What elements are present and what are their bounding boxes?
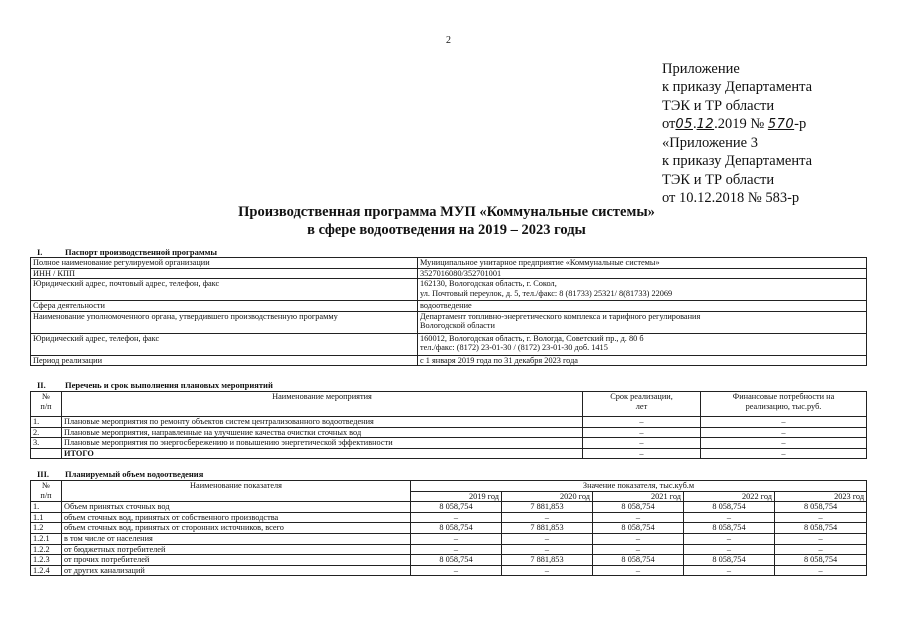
- passport-value: [418, 333, 867, 355]
- row-value: –: [593, 565, 684, 576]
- table-row: [31, 512, 867, 523]
- handwritten-number: 570: [767, 116, 795, 132]
- appendix-block: [662, 60, 812, 207]
- table-header-row: [31, 481, 867, 492]
- row-value: –: [502, 512, 593, 523]
- row-name: объем сточных вод, принятых от собственного производства: [62, 512, 411, 523]
- row-term: –: [583, 427, 701, 438]
- passport-value: [418, 279, 867, 301]
- col-header-finance: Финансовые потребности на реализацию, тыс.руб.: [701, 392, 867, 417]
- table-row: [31, 523, 867, 534]
- passport-table: [30, 257, 867, 366]
- col-header-name: Наименование мероприятия: [62, 392, 583, 417]
- row-finance: –: [701, 438, 867, 449]
- section-number: III.: [37, 469, 50, 479]
- value-line: 160012, Вологодская область, г. Вологда, Советский пр., д. 80 б: [420, 333, 644, 343]
- title-line-2: в сфере водоотведения на 2019 – 2023 годы: [307, 222, 586, 238]
- row-value: –: [593, 544, 684, 555]
- row-term: –: [583, 438, 701, 449]
- row-value: 8 058,754: [593, 523, 684, 534]
- row-value: –: [775, 512, 867, 523]
- row-value: 8 058,754: [411, 555, 502, 566]
- section-title: Паспорт производственной программы: [65, 247, 218, 257]
- handwritten-month: 12: [696, 116, 715, 132]
- row-value: –: [411, 544, 502, 555]
- table-row: [31, 268, 867, 279]
- passport-label: Юридический адрес, телефон, факс: [31, 333, 418, 355]
- value-line: Департамент топливно-энергетического комплекса и тарифного регулирования: [420, 311, 701, 321]
- title-line-1: Производственная программа МУП «Коммунальные системы»: [238, 204, 655, 220]
- table-total-row: [31, 448, 867, 459]
- row-num: 1.: [31, 417, 62, 428]
- col-header-num: № п/п: [31, 392, 62, 417]
- row-num: 1.2.4: [31, 565, 62, 576]
- row-finance: –: [701, 448, 867, 459]
- row-value: 8 058,754: [684, 523, 775, 534]
- row-value: –: [593, 512, 684, 523]
- appendix-line: «Приложение 3: [662, 135, 758, 152]
- table-row: [31, 417, 867, 428]
- row-name: от прочих потребителей: [62, 555, 411, 566]
- value-line: ул. Почтовый переулок, д. 5, тел./факс: 8 (81733) 25321/ 8(81733) 22069: [420, 288, 673, 298]
- table-header-row: [31, 392, 867, 417]
- row-value: –: [411, 533, 502, 544]
- col-header-year: 2023 год: [775, 491, 867, 502]
- row-num: 1.2.1: [31, 533, 62, 544]
- passport-label: ИНН / КПП: [31, 268, 418, 279]
- table-row: [31, 279, 867, 301]
- section-3-heading: [37, 469, 203, 479]
- row-value: 8 058,754: [411, 523, 502, 534]
- row-name: Плановые мероприятия по энергосбережению и повышению энергетической эффективности: [62, 438, 583, 449]
- order-suffix: -р: [794, 115, 807, 132]
- row-value: –: [775, 533, 867, 544]
- row-num: 1.: [31, 502, 62, 513]
- passport-value: Муниципальное унитарное предприятие «Коммунальные системы»: [418, 258, 867, 269]
- row-num: 1.2: [31, 523, 62, 534]
- value-line: тел./факс: (8172) 23-01-30 / (8172) 23-01-30 доб. 1415: [420, 343, 608, 353]
- order-year: .2019 №: [714, 115, 765, 132]
- row-num: 3.: [31, 438, 62, 449]
- table-row: [31, 533, 867, 544]
- passport-label: Полное наименование регулируемой организации: [31, 258, 418, 269]
- table-row: [31, 258, 867, 269]
- appendix-order-line: [662, 115, 812, 134]
- table-row: [31, 565, 867, 576]
- row-num: 1.2.3: [31, 555, 62, 566]
- table-row: [31, 555, 867, 566]
- row-value: 8 058,754: [684, 502, 775, 513]
- page-number: 2: [446, 35, 451, 46]
- order-prefix: от: [662, 115, 676, 132]
- row-num: [31, 448, 62, 459]
- row-value: 8 058,754: [593, 555, 684, 566]
- row-value: –: [502, 565, 593, 576]
- row-name: объем сточных вод, принятых от сторонних источников, всего: [62, 523, 411, 534]
- table-row: [31, 438, 867, 449]
- row-num: 1.1: [31, 512, 62, 523]
- appendix-line: ТЭК и ТР области: [662, 97, 775, 114]
- row-value: 7 881,853: [502, 523, 593, 534]
- col-header-year: 2019 год: [411, 491, 502, 502]
- row-value: 8 058,754: [593, 502, 684, 513]
- row-value: –: [684, 544, 775, 555]
- row-name: от бюджетных потребителей: [62, 544, 411, 555]
- table-row: [31, 502, 867, 513]
- table-row: [31, 301, 867, 312]
- appendix-line: к приказу Департамента: [662, 79, 813, 96]
- row-value: –: [502, 544, 593, 555]
- row-value: 8 058,754: [775, 523, 867, 534]
- row-value: –: [775, 565, 867, 576]
- row-finance: –: [701, 417, 867, 428]
- appendix-line: ТЭК и ТР области: [662, 171, 775, 188]
- row-value: 7 881,853: [502, 555, 593, 566]
- table-row: [31, 427, 867, 438]
- value-line: 162130, Вологодская область, г. Сокол,: [420, 279, 557, 289]
- passport-value: 3527016080/352701001: [418, 268, 867, 279]
- passport-value: с 1 января 2019 года по 31 декабря 2023 года: [418, 355, 867, 366]
- row-name: в том числе от населения: [62, 533, 411, 544]
- col-header-num: № п/п: [31, 481, 62, 502]
- passport-label: Сфера деятельности: [31, 301, 418, 312]
- row-finance: –: [701, 427, 867, 438]
- row-name: ИТОГО: [62, 448, 583, 459]
- row-value: –: [502, 533, 593, 544]
- section-1-heading: [37, 247, 217, 257]
- row-num: 1.2.2: [31, 544, 62, 555]
- table-row: [31, 544, 867, 555]
- row-value: –: [593, 533, 684, 544]
- row-name: от других канализаций: [62, 565, 411, 576]
- table-row: [31, 333, 867, 355]
- row-value: –: [684, 512, 775, 523]
- passport-label: Юридический адрес, почтовый адрес, телефон, факс: [31, 279, 418, 301]
- row-value: 7 881,853: [502, 502, 593, 513]
- row-value: 8 058,754: [684, 555, 775, 566]
- value-line: Вологодской области: [420, 321, 495, 331]
- passport-value: [418, 311, 867, 333]
- section-number: I.: [37, 247, 43, 257]
- section-title: Планируемый объем водоотведения: [65, 469, 204, 479]
- col-header-year: 2022 год: [684, 491, 775, 502]
- col-header-name: Наименование показателя: [62, 481, 411, 502]
- appendix-line: Приложение: [662, 61, 740, 77]
- row-term: –: [583, 448, 701, 459]
- row-value: –: [684, 533, 775, 544]
- measures-table: [30, 391, 867, 459]
- row-num: 2.: [31, 427, 62, 438]
- row-value: 8 058,754: [411, 502, 502, 513]
- order-dot: .: [692, 115, 697, 132]
- passport-label: Наименование уполномоченного органа, утвердившего производственную программу: [31, 311, 418, 333]
- row-name: Объем принятых сточных вод: [62, 502, 411, 513]
- table-row: [31, 311, 867, 333]
- row-value: –: [775, 544, 867, 555]
- table-row: [31, 355, 867, 366]
- appendix-line: к приказу Департамента: [662, 153, 813, 170]
- section-number: II.: [37, 380, 46, 390]
- section-2-heading: [37, 380, 273, 390]
- volume-table: [30, 480, 867, 576]
- row-value: 8 058,754: [775, 502, 867, 513]
- row-value: 8 058,754: [775, 555, 867, 566]
- row-value: –: [411, 565, 502, 576]
- col-header-year: 2021 год: [593, 491, 684, 502]
- col-header-value: Значение показателя, тыс.куб.м: [411, 481, 867, 492]
- handwritten-day: 05: [675, 116, 693, 132]
- document-title: [0, 203, 905, 239]
- row-term: –: [583, 417, 701, 428]
- row-value: –: [411, 512, 502, 523]
- row-name: Плановые мероприятия, направленные на улучшение качества очистки сточных вод: [62, 427, 583, 438]
- section-title: Перечень и срок выполнения плановых мероприятий: [65, 380, 273, 390]
- passport-value: водоотведение: [418, 301, 867, 312]
- row-name: Плановые мероприятия по ремонту объектов систем централизованного водоотведения: [62, 417, 583, 428]
- row-value: –: [684, 565, 775, 576]
- appendix-line: от 10.12.2018 № 583-р: [662, 190, 800, 207]
- col-header-year: 2020 год: [502, 491, 593, 502]
- passport-label: Период реализации: [31, 355, 418, 366]
- col-header-term: Срок реализации, лет: [583, 392, 701, 417]
